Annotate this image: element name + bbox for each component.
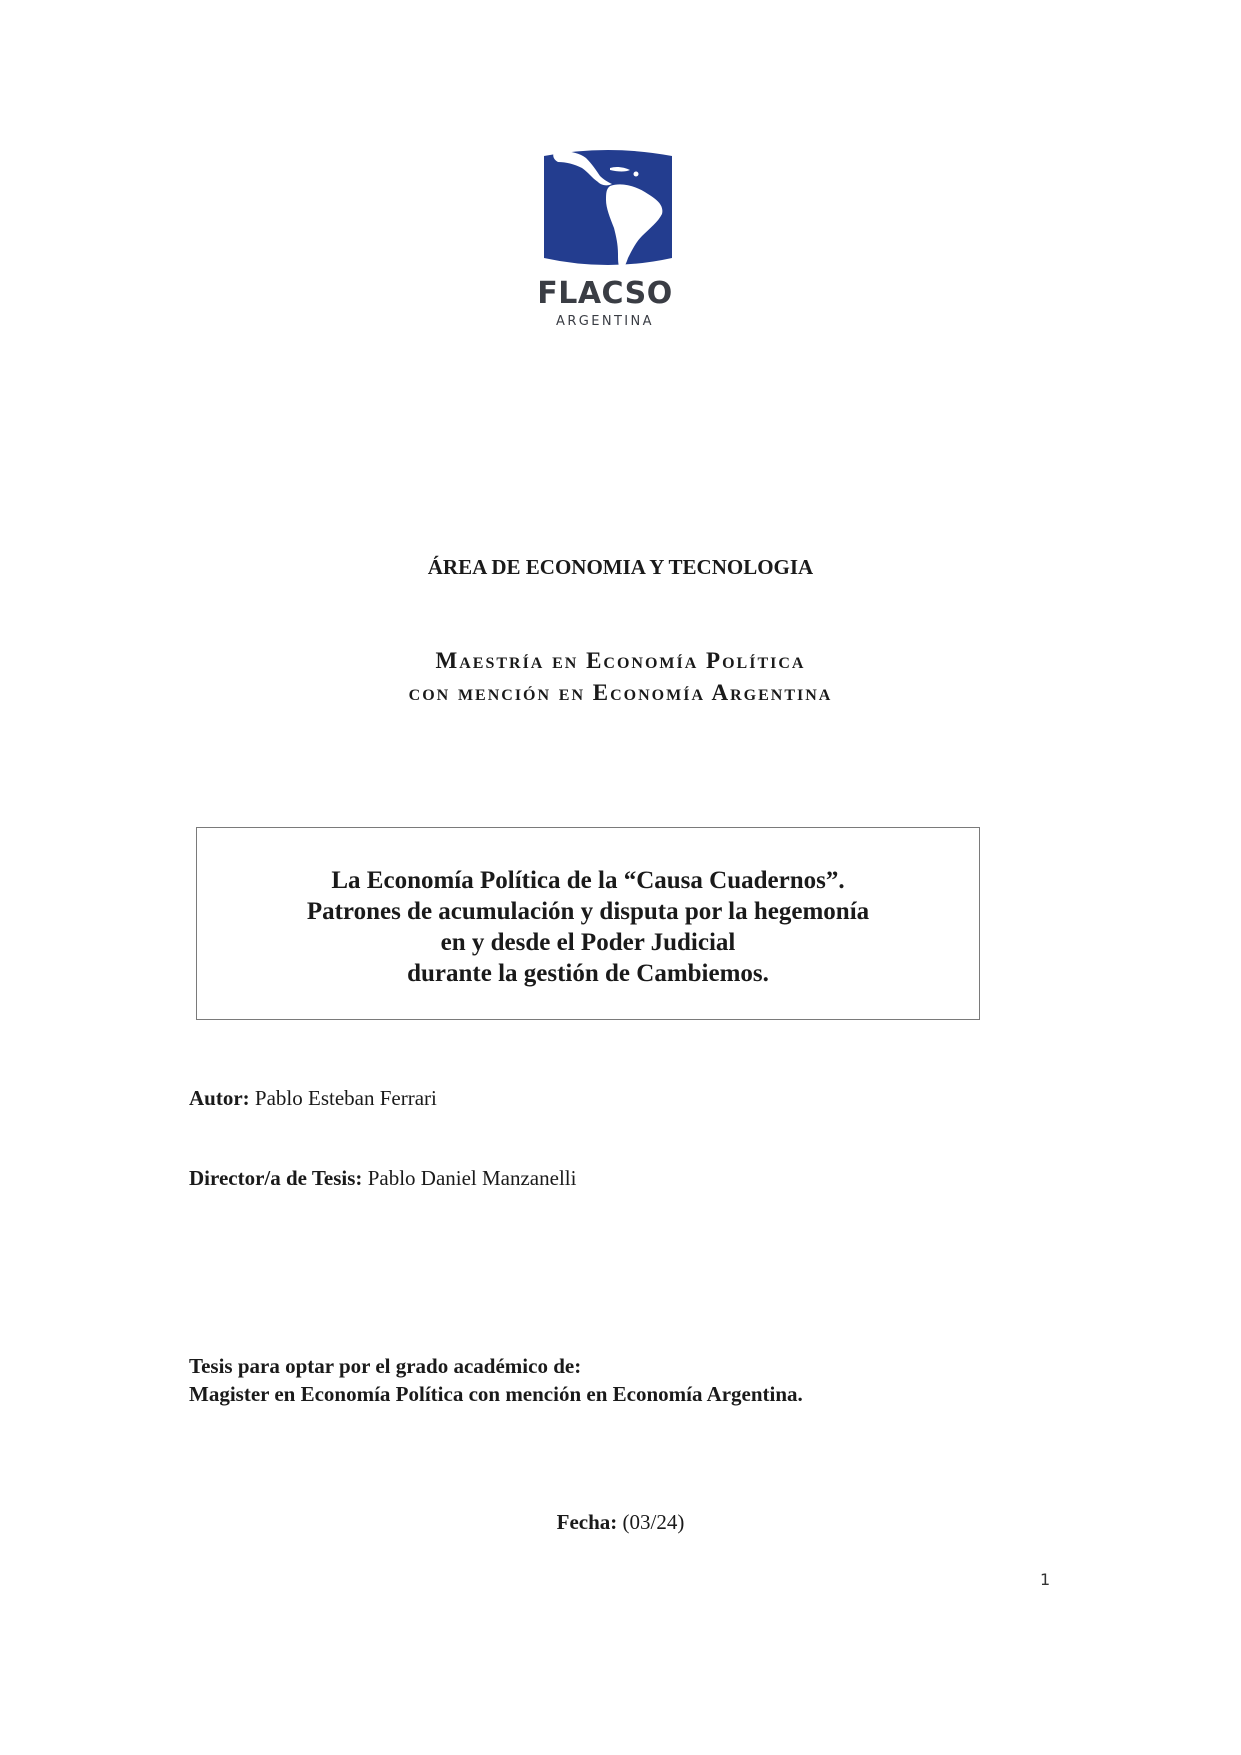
date-field <box>0 1510 1241 1535</box>
program-heading <box>0 645 1241 709</box>
program-line-1: Maestría en Economía Política <box>435 648 806 673</box>
thesis-title-line-4: durante la gestión de Cambiemos. <box>407 960 769 987</box>
latin-america-map-icon <box>540 146 676 272</box>
date-label: Fecha: <box>556 1510 618 1534</box>
author-label: Autor: <box>189 1086 250 1110</box>
flacso-logo <box>530 140 680 340</box>
area-heading: ÁREA DE ECONOMIA Y TECNOLOGIA <box>427 555 814 579</box>
degree-statement <box>189 1352 803 1408</box>
logo-subname: ARGENTINA <box>556 314 654 329</box>
thesis-title-line-1: La Economía Política de la “Causa Cuadernos”. <box>331 867 845 894</box>
author-value: Pablo Esteban Ferrari <box>254 1086 437 1110</box>
director-field <box>189 1166 576 1191</box>
director-value: Pablo Daniel Manzanelli <box>367 1166 577 1190</box>
author-field <box>189 1086 437 1111</box>
program-line-2: con mención en Economía Argentina <box>408 680 833 705</box>
logo-name: FLACSO <box>537 276 673 311</box>
date-value: (03/24) <box>622 1510 685 1534</box>
director-label: Director/a de Tesis: <box>189 1166 363 1190</box>
thesis-title-box <box>196 827 980 1020</box>
page-number: 1 <box>1040 1570 1051 1589</box>
thesis-title <box>197 865 979 989</box>
thesis-title-line-2: Patrones de acumulación y disputa por la hegemonía <box>306 898 870 925</box>
degree-line-2: Magister en Economía Política con mención en Economía Argentina. <box>189 1382 803 1406</box>
degree-line-1: Tesis para optar por el grado académico de: <box>189 1354 582 1378</box>
thesis-title-line-3: en y desde el Poder Judicial <box>440 929 736 956</box>
